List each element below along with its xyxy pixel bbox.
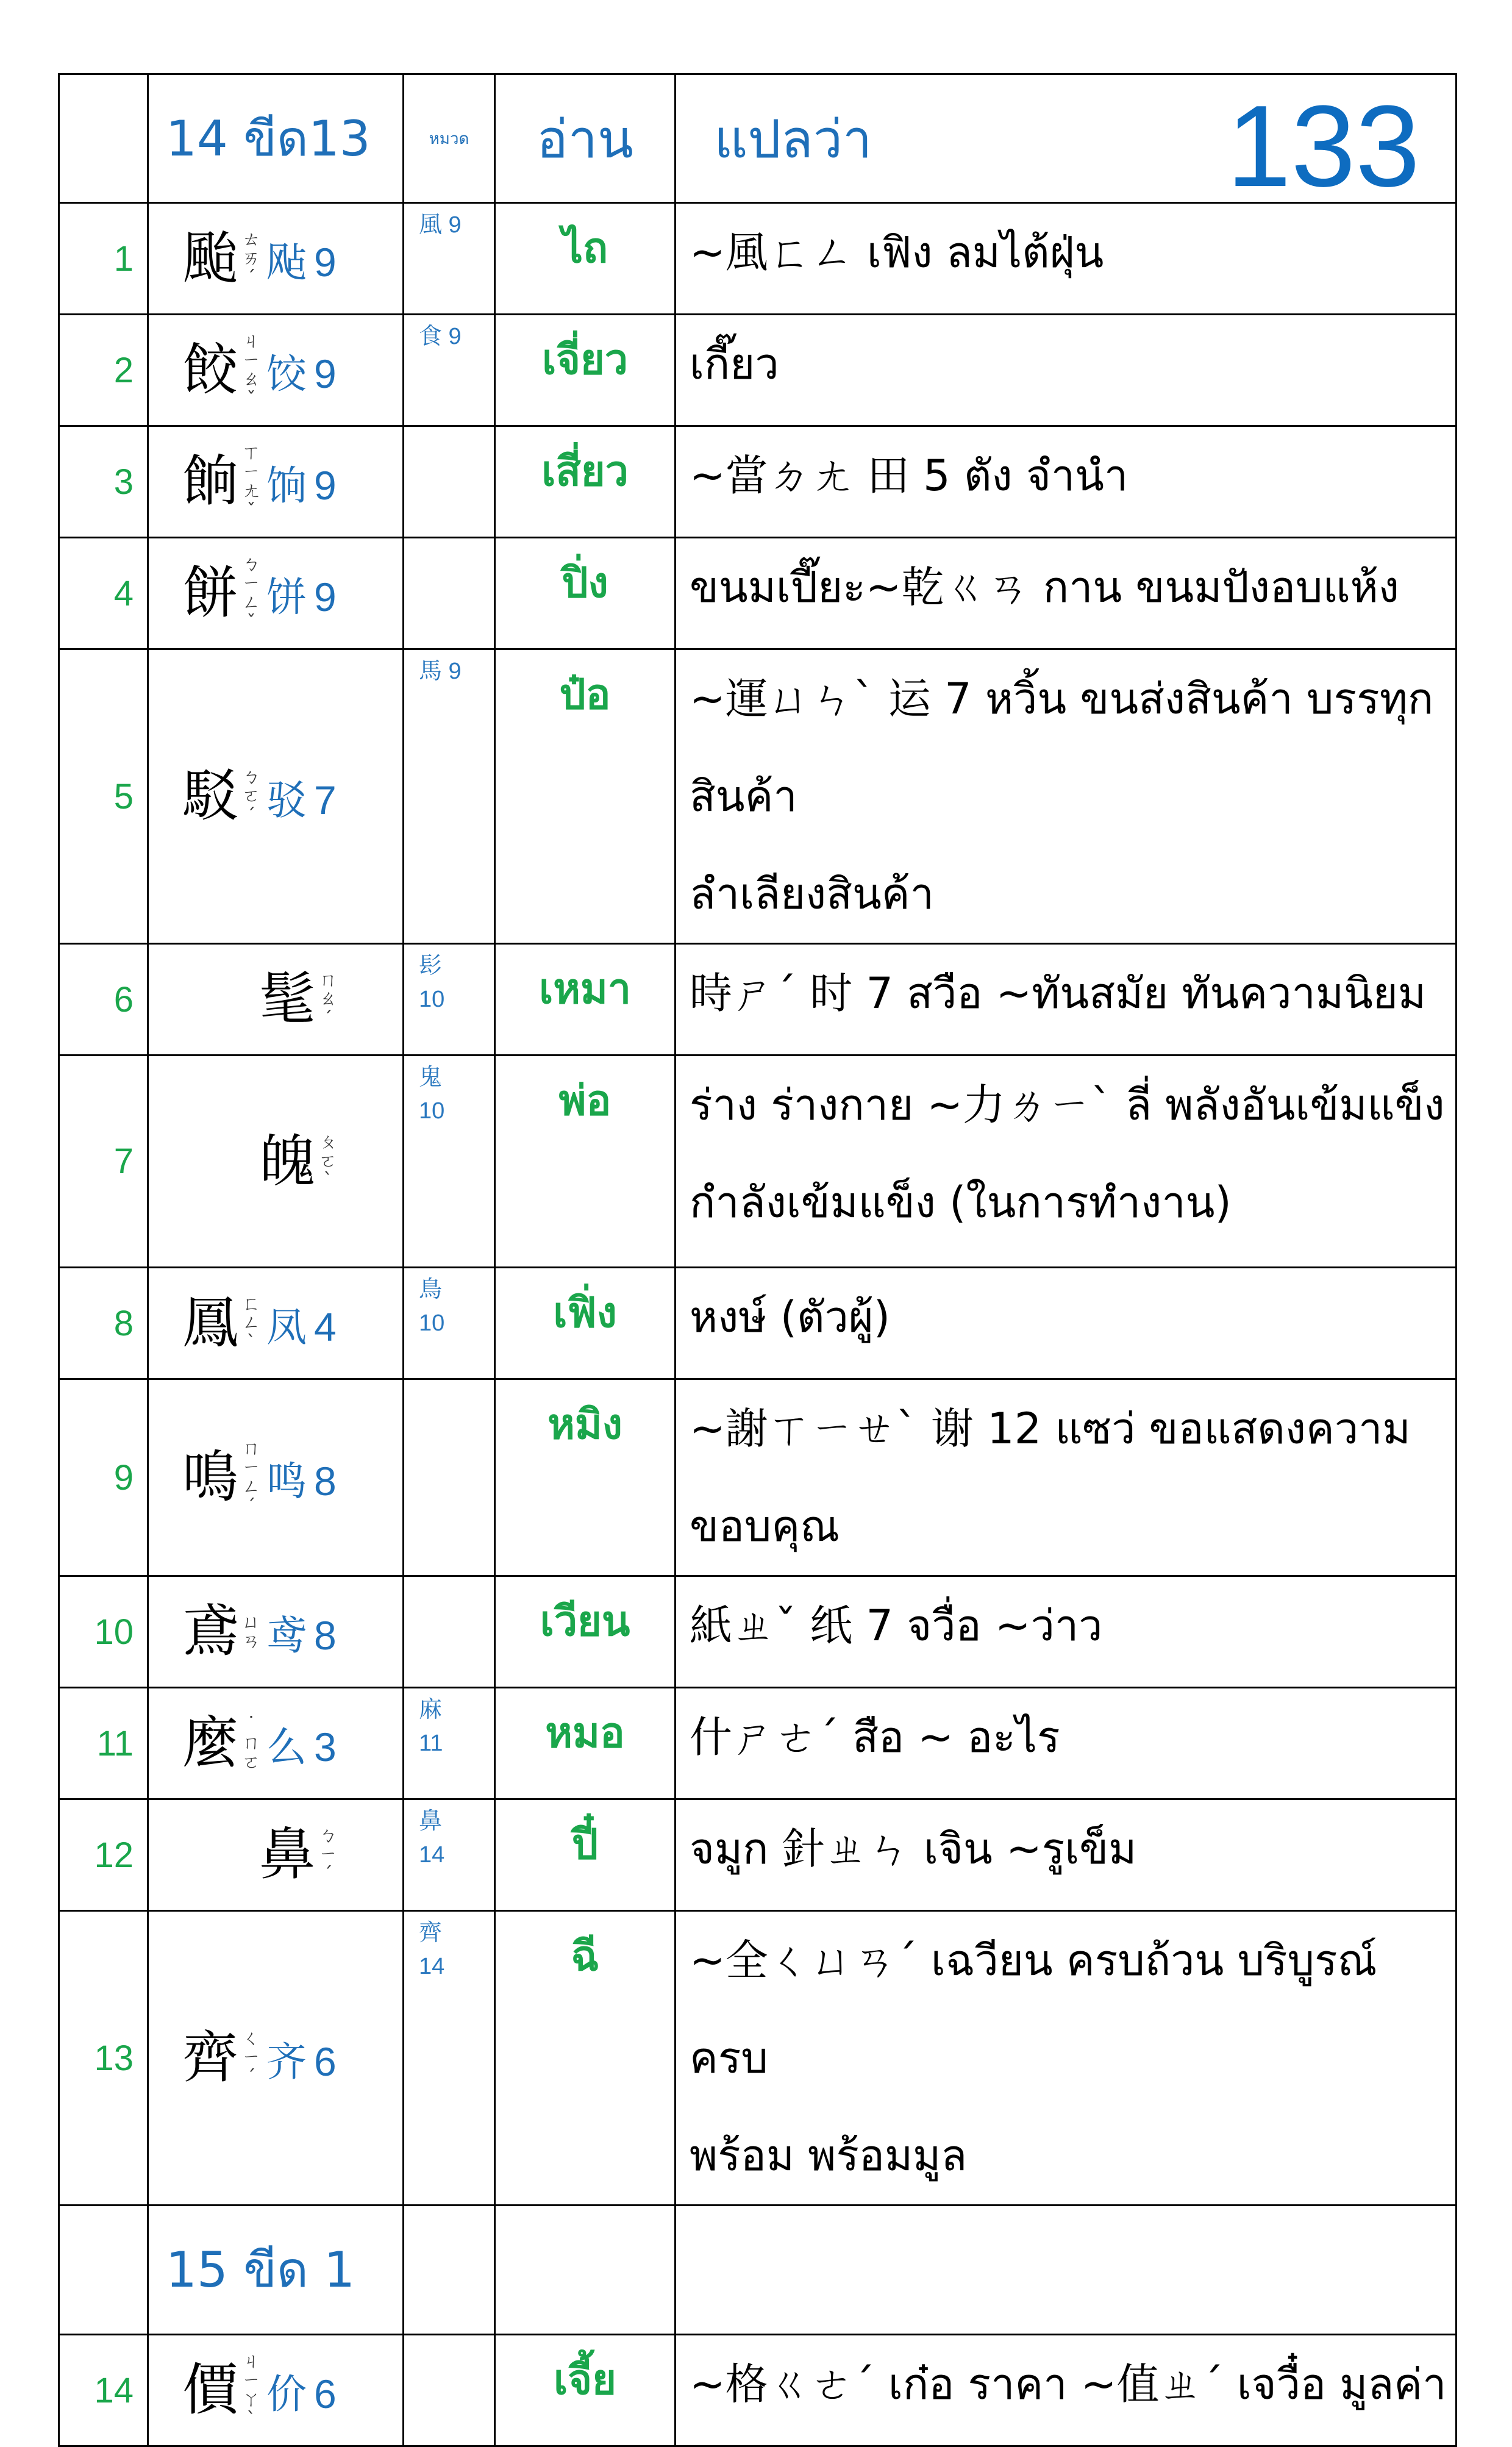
thai-reading: พ่อ bbox=[495, 1056, 676, 1268]
entry-number: 4 bbox=[59, 538, 148, 649]
radical-cell bbox=[404, 1911, 495, 2206]
radical-character: 髟 bbox=[419, 953, 443, 979]
zhuyin-annotation: ㄐㄧㄚˋ bbox=[242, 2351, 261, 2430]
meaning-cell bbox=[676, 1056, 1457, 1268]
character-cell bbox=[148, 1268, 404, 1379]
thai-reading: ฉี bbox=[495, 1911, 676, 2206]
entry-number: 8 bbox=[59, 1268, 148, 1379]
radical-cell bbox=[404, 944, 495, 1056]
radical-cell bbox=[404, 2335, 495, 2446]
dictionary-table bbox=[58, 73, 1457, 2447]
thai-reading: เฟิ่ง bbox=[495, 1268, 676, 1379]
entry-number: 9 bbox=[59, 1379, 148, 1576]
character-group bbox=[149, 1599, 402, 1664]
page-number: 133 bbox=[1226, 82, 1420, 211]
meaning-cell bbox=[676, 1799, 1457, 1911]
character-cell bbox=[148, 649, 404, 944]
stroke-count-heading: 14 ขีด13 bbox=[148, 74, 404, 203]
radical-label: 風 9 bbox=[419, 212, 462, 238]
entry-number: 10 bbox=[59, 1576, 148, 1688]
character-cell bbox=[148, 944, 404, 1056]
simplified-stroke-count: 9 bbox=[314, 462, 337, 508]
radical-character: 鳥 bbox=[419, 1277, 443, 1302]
character-cell bbox=[148, 1688, 404, 1799]
meaning-line: 什ㄕㄜˊ สือ ~ อะไร bbox=[690, 1712, 1060, 1762]
character-cell bbox=[148, 1379, 404, 1576]
meaning-line: 紙ㄓˇ 纸 7 จวื่อ ~ว่าว bbox=[690, 1601, 1103, 1651]
simplified-stroke-count: 3 bbox=[314, 1724, 337, 1770]
zhuyin-annotation: ˙ㄇㄛ bbox=[242, 1713, 261, 1773]
radical-character: 齊 bbox=[419, 1920, 443, 1946]
radical-cell bbox=[404, 1268, 495, 1379]
thai-reading: หมิง bbox=[495, 1379, 676, 1576]
simplified-character: 驳 7 bbox=[266, 776, 337, 824]
meaning-line: ~風ㄈㄥ เฟิง ลมไต้ฝุ่น bbox=[690, 227, 1104, 277]
thai-reading: ปี๋ bbox=[495, 1799, 676, 1911]
radical-cell bbox=[404, 1688, 495, 1799]
traditional-character: 魄 bbox=[259, 1128, 315, 1194]
zhuyin-annotation: ㄑㄧˊ bbox=[242, 2027, 261, 2088]
character-group bbox=[149, 1439, 402, 1516]
radical-cell bbox=[404, 426, 495, 538]
character-group bbox=[149, 763, 402, 829]
character-cell bbox=[148, 1576, 404, 1688]
zhuyin-annotation: ㄅㄧˊ bbox=[319, 1824, 337, 1885]
thai-reading: ไถ bbox=[495, 203, 676, 315]
header-row bbox=[59, 74, 1457, 203]
entry-number: 5 bbox=[59, 649, 148, 944]
entry-number: 1 bbox=[59, 203, 148, 315]
zhuyin-annotation: ㄈㄥˋ bbox=[242, 1293, 261, 1353]
meaning-line: เกี๊ยว bbox=[690, 339, 779, 389]
entry-row bbox=[59, 203, 1457, 315]
character-cell bbox=[148, 203, 404, 315]
character-group bbox=[149, 1290, 402, 1356]
radical-stroke-count: 11 bbox=[419, 1731, 443, 1757]
traditional-character: 齊 bbox=[182, 2025, 239, 2090]
meaning-cell bbox=[676, 649, 1457, 944]
simplified-stroke-count: 9 bbox=[314, 574, 337, 620]
meaning-line: ~全ㄑㄩㄢˊ เฉวียน ครบถ้วน บริบูรณ์ ครบ bbox=[690, 1935, 1377, 2083]
section-radical-cell bbox=[404, 2206, 495, 2335]
character-group bbox=[149, 2025, 402, 2090]
simplified-stroke-count: 8 bbox=[314, 1612, 337, 1658]
meaning-line: ขนมเปี๊ยะ~乾ㄍㄢ กาน ขนมปังอบแห้ง bbox=[690, 562, 1399, 612]
meaning-cell bbox=[676, 538, 1457, 649]
traditional-character: 駁 bbox=[182, 763, 239, 829]
entry-row bbox=[59, 1911, 1457, 2206]
simplified-stroke-count: 7 bbox=[314, 777, 337, 823]
entry-row bbox=[59, 1379, 1457, 1576]
character-group bbox=[149, 332, 402, 409]
thai-reading: ป๋อ bbox=[495, 649, 676, 944]
entry-number: 7 bbox=[59, 1056, 148, 1268]
entry-row bbox=[59, 315, 1457, 426]
entry-row bbox=[59, 649, 1457, 944]
traditional-character: 鳶 bbox=[182, 1599, 239, 1664]
simplified-stroke-count: 4 bbox=[314, 1304, 337, 1349]
character-cell bbox=[148, 1799, 404, 1911]
zhuyin-annotation: ㄆㄛˋ bbox=[319, 1131, 337, 1191]
meaning-line: ~運ㄩㄣˋ 运 7 หวิ้น ขนส่งสินค้า บรรทุกสินค้า bbox=[690, 674, 1434, 821]
entry-row bbox=[59, 1056, 1457, 1268]
entry-number: 2 bbox=[59, 315, 148, 426]
traditional-character: 價 bbox=[182, 2357, 239, 2423]
entry-row bbox=[59, 1799, 1457, 1911]
simplified-stroke-count: 6 bbox=[314, 2038, 337, 2084]
meaning-cell bbox=[676, 1688, 1457, 1799]
traditional-character: 餉 bbox=[182, 449, 239, 514]
thai-reading: เหมา bbox=[495, 944, 676, 1056]
entry-number: 3 bbox=[59, 426, 148, 538]
character-cell bbox=[148, 315, 404, 426]
simplified-character: 价 6 bbox=[266, 2370, 337, 2418]
thai-reading: เจี่ยว bbox=[495, 315, 676, 426]
traditional-character: 餃 bbox=[182, 337, 239, 402]
section-num-cell bbox=[59, 2206, 148, 2335]
meaning-line: จมูก 針ㄓㄣ เจิน ~รูเข็ม bbox=[690, 1824, 1137, 1874]
section-stroke-heading: 15 ขีด 1 bbox=[148, 2206, 404, 2335]
character-cell bbox=[148, 1056, 404, 1268]
meaning-cell bbox=[676, 426, 1457, 538]
meaning-cell bbox=[676, 1911, 1457, 2206]
entry-number: 6 bbox=[59, 944, 148, 1056]
meaning-line: ลำเลียงสินค้า bbox=[690, 869, 934, 919]
radical-stroke-count: 14 bbox=[419, 1954, 445, 1980]
meaning-cell bbox=[676, 1268, 1457, 1379]
radical-character: 鬼 bbox=[419, 1065, 443, 1090]
section-row bbox=[59, 2206, 1457, 2335]
meaning-cell bbox=[676, 203, 1457, 315]
meaning-line: กำลังเข้มแข็ง (ในการทำงาน) bbox=[690, 1177, 1232, 1227]
meaning-line: หงษ์ (ตัวผู้) bbox=[690, 1292, 891, 1342]
zhuyin-annotation: ㄅㄛˊ bbox=[242, 766, 261, 826]
character-group bbox=[149, 1822, 402, 1887]
reading-heading: อ่าน bbox=[495, 74, 676, 203]
character-cell bbox=[148, 426, 404, 538]
header-num-cell bbox=[59, 74, 148, 203]
character-group bbox=[149, 1128, 402, 1194]
entry-number: 14 bbox=[59, 2335, 148, 2446]
entry-row bbox=[59, 426, 1457, 538]
character-cell bbox=[148, 538, 404, 649]
meaning-line: ~當ㄉㄤ 田 5 ตัง จำนำ bbox=[690, 451, 1129, 501]
meaning-line: 時ㄕˊ 时 7 สวือ ~ทันสมัย ทันความนิยม bbox=[690, 968, 1426, 1018]
radical-stroke-count: 10 bbox=[419, 987, 445, 1013]
meaning-line: ร่าง ร่างกาย ~力ㄌㄧˋ ลี่ พลังอันเข้มแข็ง bbox=[690, 1080, 1445, 1130]
traditional-character: 颱 bbox=[182, 226, 239, 291]
character-group bbox=[149, 966, 402, 1032]
radical-cell bbox=[404, 1576, 495, 1688]
thai-reading: ปิ่ง bbox=[495, 538, 676, 649]
traditional-character: 鼻 bbox=[259, 1822, 315, 1887]
zhuyin-annotation: ㄐㄧㄠˇ bbox=[242, 330, 261, 410]
traditional-character: 髦 bbox=[259, 966, 315, 1032]
thai-reading: เจี้ย bbox=[495, 2335, 676, 2446]
entry-row bbox=[59, 1688, 1457, 1799]
meaning-cell bbox=[676, 2335, 1457, 2446]
simplified-character: 么 3 bbox=[266, 1723, 337, 1771]
meaning-cell bbox=[676, 315, 1457, 426]
radical-character: 麻 bbox=[419, 1697, 443, 1723]
meaning-cell bbox=[676, 944, 1457, 1056]
simplified-character: 饺 9 bbox=[266, 350, 337, 398]
radical-heading: หมวด bbox=[404, 74, 495, 203]
radical-character: 鼻 bbox=[419, 1809, 443, 1834]
simplified-character: 鸢 8 bbox=[266, 1612, 337, 1659]
radical-stroke-count: 14 bbox=[419, 1842, 445, 1868]
character-group bbox=[149, 555, 402, 632]
radical-label: 食 9 bbox=[419, 324, 462, 349]
thai-reading: เสี่ยว bbox=[495, 426, 676, 538]
entry-number: 11 bbox=[59, 1688, 148, 1799]
simplified-stroke-count: 6 bbox=[314, 2371, 337, 2417]
traditional-character: 餅 bbox=[182, 560, 239, 626]
zhuyin-annotation: ㄒㄧㄤˇ bbox=[242, 442, 261, 521]
meaning-line: พร้อม พร้อมมูล bbox=[690, 2131, 968, 2181]
simplified-character: 饼 9 bbox=[266, 573, 337, 621]
section-meaning-cell bbox=[676, 2206, 1457, 2335]
traditional-character: 鳴 bbox=[182, 1445, 239, 1510]
meaning-cell bbox=[676, 1576, 1457, 1688]
simplified-stroke-count: 9 bbox=[314, 239, 337, 285]
radical-stroke-count: 10 bbox=[419, 1310, 445, 1337]
entry-row bbox=[59, 538, 1457, 649]
radical-cell bbox=[404, 203, 495, 315]
entry-row bbox=[59, 1268, 1457, 1379]
thai-reading: หมอ bbox=[495, 1688, 676, 1799]
meaning-cell bbox=[676, 1379, 1457, 1576]
section-reading-cell bbox=[495, 2206, 676, 2335]
entry-row bbox=[59, 1576, 1457, 1688]
entry-number: 13 bbox=[59, 1911, 148, 2206]
entry-number: 12 bbox=[59, 1799, 148, 1911]
zhuyin-annotation: ㄅㄧㄥˇ bbox=[242, 554, 261, 633]
meaning-line: ~格ㄍㄜˊ เก๋อ ราคา ~值ㄓˊ เจวื๋อ มูลค่า bbox=[690, 2359, 1447, 2409]
character-group bbox=[149, 2352, 402, 2429]
simplified-character: 饷 9 bbox=[266, 462, 337, 509]
traditional-character: 鳳 bbox=[182, 1290, 239, 1356]
zhuyin-annotation: ㄇㄠˊ bbox=[319, 969, 337, 1029]
character-group bbox=[149, 226, 402, 291]
entry-row bbox=[59, 2335, 1457, 2446]
simplified-character: 齐 6 bbox=[266, 2038, 337, 2085]
radical-cell bbox=[404, 1379, 495, 1576]
meaning-heading-cell bbox=[676, 74, 1457, 211]
thai-reading: เวียน bbox=[495, 1576, 676, 1688]
simplified-character: 飐 9 bbox=[266, 238, 337, 286]
character-cell bbox=[148, 2335, 404, 2446]
zhuyin-annotation: ㄊㄞˊ bbox=[242, 228, 261, 288]
zhuyin-annotation: ㄩㄢ bbox=[242, 1611, 261, 1652]
radical-cell bbox=[404, 315, 495, 426]
simplified-stroke-count: 9 bbox=[314, 351, 337, 396]
entry-row bbox=[59, 944, 1457, 1056]
radical-cell bbox=[404, 1799, 495, 1911]
simplified-stroke-count: 8 bbox=[314, 1458, 337, 1504]
radical-cell bbox=[404, 538, 495, 649]
zhuyin-annotation: ㄇㄧㄥˊ bbox=[242, 1438, 261, 1517]
radical-stroke-count: 10 bbox=[419, 1098, 445, 1124]
character-group bbox=[149, 443, 402, 520]
radical-label: 馬 9 bbox=[419, 659, 462, 684]
character-cell bbox=[148, 1911, 404, 2206]
simplified-character: 凤 4 bbox=[266, 1303, 337, 1351]
radical-cell bbox=[404, 649, 495, 944]
character-group bbox=[149, 1710, 402, 1776]
traditional-character: 麼 bbox=[182, 1710, 239, 1776]
meaning-line: ~謝ㄒㄧㄝˋ 谢 12 แซว่ ขอแสดงความขอบคุณ bbox=[690, 1404, 1411, 1551]
simplified-character: 鸣 8 bbox=[266, 1457, 337, 1505]
meaning-heading: แปลว่า bbox=[714, 109, 872, 170]
radical-cell bbox=[404, 1056, 495, 1268]
